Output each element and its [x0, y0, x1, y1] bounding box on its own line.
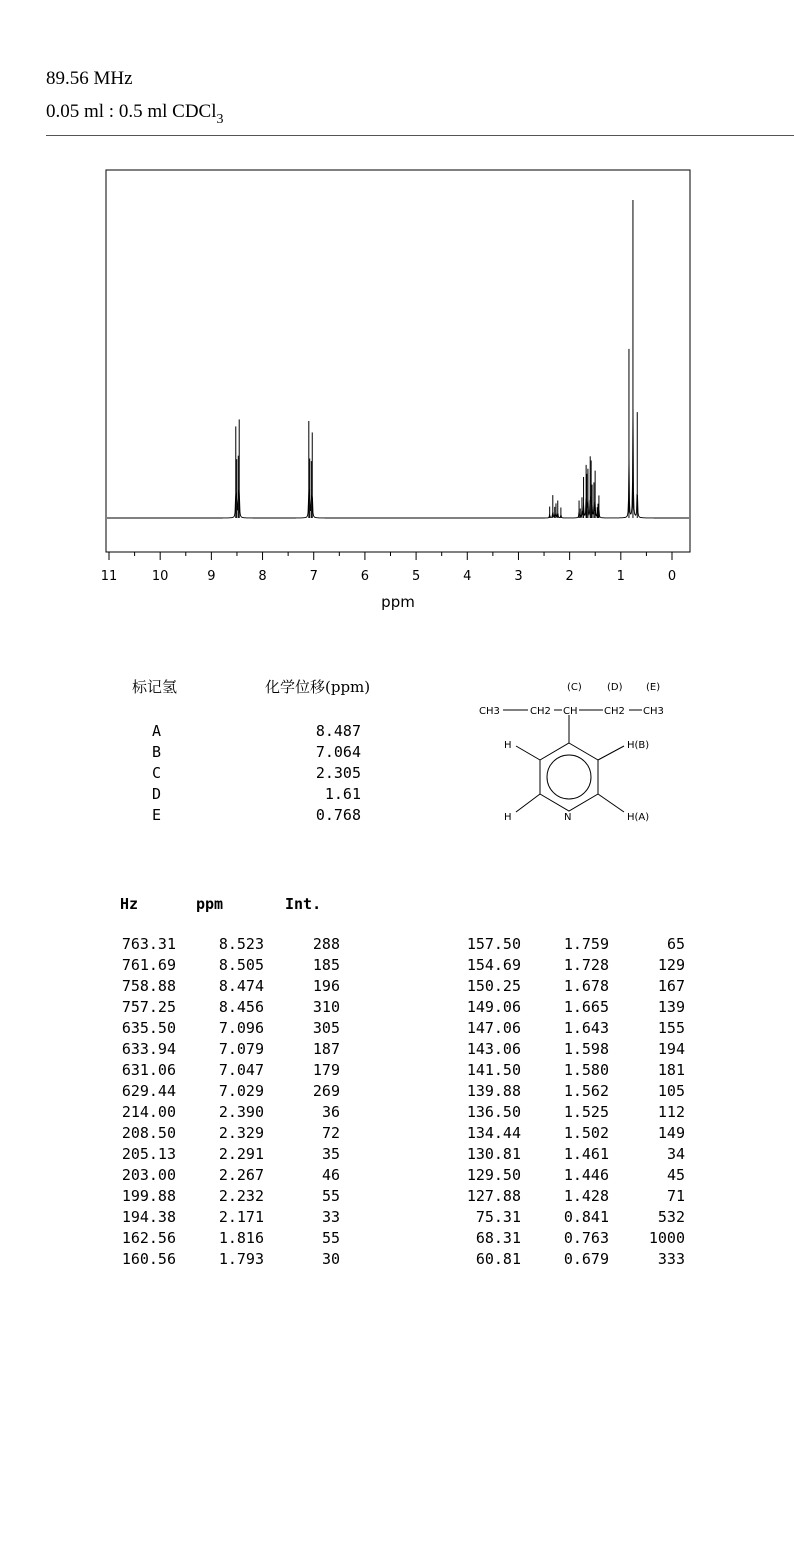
- peak-hz-cell: 149.06: [466, 998, 521, 1016]
- x-axis-label: ppm: [381, 593, 415, 611]
- peak-ppm-cell: 1.759: [563, 935, 609, 953]
- peak-hz-cell: 758.88: [121, 977, 176, 995]
- label-e: (E): [646, 682, 661, 693]
- x-tick-label: 5: [411, 569, 421, 584]
- frequency-label: 89.56 MHz: [46, 68, 133, 89]
- peak-hz-cell: 60.81: [475, 1250, 521, 1268]
- peak-hz-cell: 631.06: [121, 1061, 176, 1079]
- peak-hz-cell: 214.00: [121, 1103, 176, 1121]
- peak-hz-cell: 160.56: [121, 1250, 176, 1268]
- peak-int-cell: 305: [312, 1019, 340, 1037]
- x-tick-label: 2: [565, 569, 574, 584]
- peak-hz-cell: 757.25: [121, 998, 176, 1016]
- peak-ppm-cell: 1.665: [563, 998, 609, 1016]
- peak-ppm-cell: 2.390: [218, 1103, 264, 1121]
- peak-int-cell: 194: [657, 1040, 685, 1058]
- peak-int-cell: 139: [657, 998, 685, 1016]
- peak-ppm-cell: 0.679: [563, 1250, 609, 1268]
- peak-header-hz: Hz: [120, 895, 139, 913]
- assign-label-a: A: [152, 722, 162, 740]
- peak-hz-cell: 130.81: [466, 1145, 521, 1163]
- peak-hz-cell: 134.44: [466, 1124, 521, 1142]
- peak-ppm-cell: 0.763: [563, 1229, 609, 1247]
- peak-hz-cell: 68.31: [475, 1229, 521, 1247]
- peak-hz-cell: 75.31: [475, 1208, 521, 1226]
- peak-int-cell: 288: [312, 935, 340, 953]
- peak-hz-cell: 629.44: [121, 1082, 176, 1100]
- spectrum-trace: [107, 409, 689, 518]
- peak-int-cell: 46: [321, 1166, 340, 1184]
- peak-int-cell: 55: [321, 1187, 340, 1205]
- peak-int-cell: 129: [657, 956, 685, 974]
- peak-int-cell: 55: [321, 1229, 340, 1247]
- peak-int-cell: 34: [666, 1145, 685, 1163]
- peak-ppm-cell: 1.580: [563, 1061, 609, 1079]
- peak-ppm-cell: 2.232: [218, 1187, 264, 1205]
- peak-int-cell: 310: [312, 998, 340, 1016]
- peak-ppm-cell: 0.841: [563, 1208, 609, 1226]
- peak-ppm-cell: 8.474: [218, 977, 264, 995]
- x-axis-tick-labels: [101, 569, 676, 584]
- ring-nitrogen: N: [564, 812, 572, 823]
- sample-subscript: 3: [216, 112, 224, 127]
- peak-ppm-cell: 1.562: [563, 1082, 609, 1100]
- peak-ppm-cell: 1.678: [563, 977, 609, 995]
- peak-hz-cell: 208.50: [121, 1124, 176, 1142]
- peak-hz-cell: 157.50: [466, 935, 521, 953]
- peak-ppm-cell: 2.329: [218, 1124, 264, 1142]
- peak-hz-cell: 633.94: [121, 1040, 176, 1058]
- assign-header-label: 标记氢: [132, 678, 178, 696]
- label-d: (D): [607, 682, 623, 693]
- peak-hz-cell: 141.50: [466, 1061, 521, 1079]
- assign-shift-e: 0.768: [315, 806, 361, 824]
- peak-int-cell: 167: [657, 977, 685, 995]
- assign-label-e: E: [152, 806, 162, 824]
- peak-int-cell: 155: [657, 1019, 685, 1037]
- peak-int-cell: 181: [657, 1061, 685, 1079]
- peak-int-cell: 112: [657, 1103, 685, 1121]
- peak-int-cell: 65: [666, 935, 685, 953]
- peak-hz-cell: 199.88: [121, 1187, 176, 1205]
- peak-int-cell: 333: [657, 1250, 685, 1268]
- bonds: [503, 710, 642, 812]
- peak-ppm-cell: 7.079: [218, 1040, 264, 1058]
- peak-int-cell: 196: [312, 977, 340, 995]
- peak-hz-cell: 205.13: [121, 1145, 176, 1163]
- peak-header-ppm: ppm: [196, 895, 224, 913]
- peak-int-cell: 30: [321, 1250, 340, 1268]
- assign-shift-b: 7.064: [315, 743, 361, 761]
- peak-ppm-cell: 1.446: [563, 1166, 609, 1184]
- peak-ppm-cell: 1.793: [218, 1250, 264, 1268]
- peak-ppm-cell: 8.523: [218, 935, 264, 953]
- peak-ppm-cell: 1.643: [563, 1019, 609, 1037]
- peak-int-cell: 1000: [648, 1229, 685, 1247]
- peak-int-cell: 185: [312, 956, 340, 974]
- peak-ppm-cell: 8.505: [218, 956, 264, 974]
- assign-shift-c: 2.305: [315, 764, 361, 782]
- nmr-spectrum: [0, 0, 794, 620]
- label-c: (C): [567, 682, 582, 693]
- peak-int-cell: 36: [321, 1103, 340, 1121]
- peak-int-cell: 72: [321, 1124, 340, 1142]
- ch2-right: CH2: [604, 706, 625, 717]
- peak-ppm-cell: 2.171: [218, 1208, 264, 1226]
- peak-header-int: Int.: [285, 895, 322, 913]
- peak-ppm-cell: 1.461: [563, 1145, 609, 1163]
- peak-hz-cell: 761.69: [121, 956, 176, 974]
- peak-int-cell: 179: [312, 1061, 340, 1079]
- peak-int-cell: 149: [657, 1124, 685, 1142]
- peak-hz-cell: 136.50: [466, 1103, 521, 1121]
- peak-hz-cell: 147.06: [466, 1019, 521, 1037]
- ch-center: CH: [563, 706, 578, 717]
- x-tick-label: 4: [463, 569, 472, 584]
- peak-ppm-cell: 2.267: [218, 1166, 264, 1184]
- assign-shift-d: 1.61: [324, 785, 361, 803]
- x-tick-label: 3: [514, 569, 523, 584]
- peak-hz-cell: 203.00: [121, 1166, 176, 1184]
- x-tick-label: 11: [100, 569, 118, 584]
- x-tick-label: 7: [309, 569, 318, 584]
- x-tick-label: 9: [207, 569, 216, 584]
- peak-hz-cell: 150.25: [466, 977, 521, 995]
- peak-int-cell: 105: [657, 1082, 685, 1100]
- peak-ppm-cell: 1.428: [563, 1187, 609, 1205]
- peak-hz-cell: 154.69: [466, 956, 521, 974]
- h-a: H(A): [627, 812, 650, 823]
- ch3-right: CH3: [643, 706, 664, 717]
- peak-ppm-cell: 1.728: [563, 956, 609, 974]
- assign-shift-a: 8.487: [315, 722, 361, 740]
- peak-int-cell: 71: [666, 1187, 685, 1205]
- peak-hz-cell: 635.50: [121, 1019, 176, 1037]
- peak-hz-cell: 143.06: [466, 1040, 521, 1058]
- peak-ppm-cell: 8.456: [218, 998, 264, 1016]
- peak-hz-cell: 763.31: [121, 935, 176, 953]
- x-tick-label: 10: [151, 569, 169, 584]
- x-tick-label: 8: [258, 569, 267, 584]
- plot-frame: [106, 170, 690, 552]
- peak-ppm-cell: 1.502: [563, 1124, 609, 1142]
- peak-ppm-cell: 7.029: [218, 1082, 264, 1100]
- sample-text: 0.05 ml : 0.5 ml CDCl: [46, 101, 217, 122]
- x-axis-ticks: [109, 552, 672, 560]
- h-b: H(B): [627, 740, 650, 751]
- molecule-structure: [470, 675, 710, 835]
- assign-header-shift: 化学位移(ppm): [265, 678, 371, 696]
- peak-ppm-cell: 1.525: [563, 1103, 609, 1121]
- peak-ppm-cell: 2.291: [218, 1145, 264, 1163]
- peak-int-cell: 269: [312, 1082, 340, 1100]
- peak-int-cell: 187: [312, 1040, 340, 1058]
- peak-hz-cell: 162.56: [121, 1229, 176, 1247]
- peak-ppm-cell: 1.816: [218, 1229, 264, 1247]
- peak-ppm-cell: 7.096: [218, 1019, 264, 1037]
- x-tick-label: 6: [360, 569, 370, 584]
- x-tick-label: 1: [616, 569, 625, 584]
- peak-hz-cell: 129.50: [466, 1166, 521, 1184]
- peak-hz-cell: 127.88: [466, 1187, 521, 1205]
- peak-hz-cell: 194.38: [121, 1208, 176, 1226]
- h-left-top: H: [504, 740, 512, 751]
- peak-int-cell: 33: [321, 1208, 340, 1226]
- assign-label-d: D: [152, 785, 162, 803]
- peak-int-cell: 45: [666, 1166, 685, 1184]
- peak-hz-cell: 139.88: [466, 1082, 521, 1100]
- peak-ppm-cell: 1.598: [563, 1040, 609, 1058]
- peak-int-cell: 532: [657, 1208, 685, 1226]
- peak-ppm-cell: 7.047: [218, 1061, 264, 1079]
- x-tick-label: 0: [667, 569, 677, 584]
- spectrum-peaks: [236, 200, 637, 518]
- ch2-left: CH2: [530, 706, 551, 717]
- h-left-bottom: H: [504, 812, 512, 823]
- assign-label-b: B: [152, 743, 162, 761]
- assign-label-c: C: [152, 764, 162, 782]
- ch3-left: CH3: [479, 706, 500, 717]
- peak-int-cell: 35: [321, 1145, 340, 1163]
